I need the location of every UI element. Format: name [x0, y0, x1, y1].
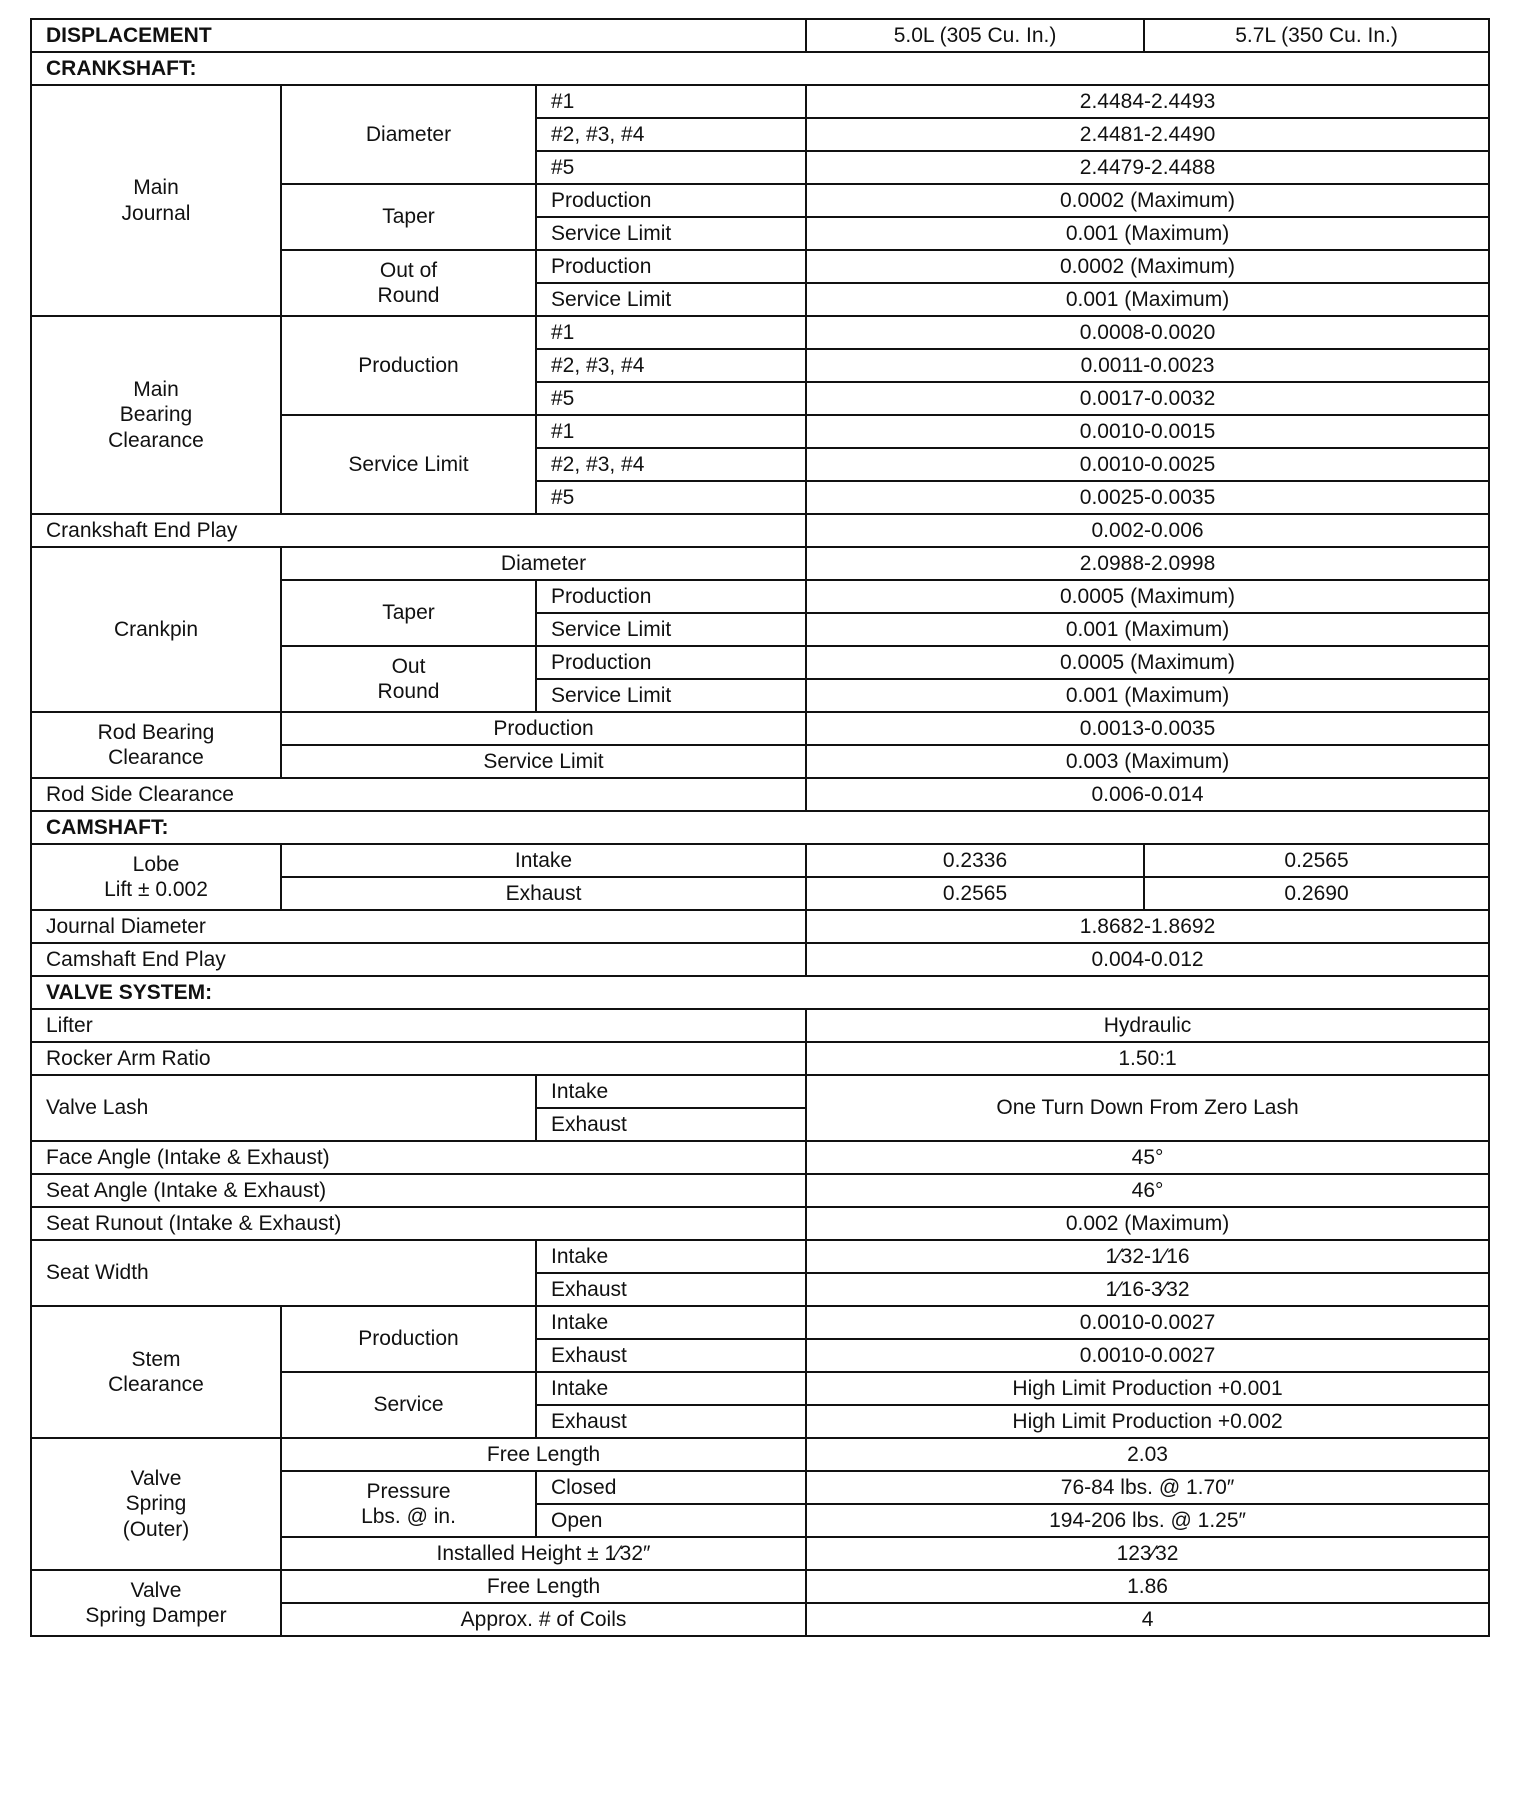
- value-cell: 0.0002 (Maximum): [806, 250, 1489, 283]
- value-cell: 0.001 (Maximum): [806, 679, 1489, 712]
- intake-label: Intake: [536, 1075, 806, 1108]
- exhaust-label: Exhaust: [536, 1339, 806, 1372]
- table-row: [31, 844, 1489, 877]
- main-journal-label: Main Journal: [31, 85, 281, 316]
- production-label: Production: [281, 1306, 536, 1372]
- service-limit-label: Service Limit: [536, 613, 806, 646]
- installed-height-label: Installed Height ± 1⁄32″: [281, 1537, 806, 1570]
- value-cell: 4: [806, 1603, 1489, 1636]
- value-cell: 2.03: [806, 1438, 1489, 1471]
- position-label: #1: [536, 415, 806, 448]
- displacement-header: DISPLACEMENT: [31, 19, 806, 52]
- value-cell: 0.0013-0.0035: [806, 712, 1489, 745]
- value-cell: 1.86: [806, 1570, 1489, 1603]
- value-cell: 0.2336: [806, 844, 1144, 877]
- out-of-round-label: Out of Round: [281, 250, 536, 316]
- production-label: Production: [536, 580, 806, 613]
- value-cell: Hydraulic: [806, 1009, 1489, 1042]
- table-row: [31, 514, 1489, 547]
- value-cell: 0.002-0.006: [806, 514, 1489, 547]
- exhaust-label: Exhaust: [536, 1273, 806, 1306]
- diameter-label: Diameter: [281, 85, 536, 184]
- value-cell: High Limit Production +0.002: [806, 1405, 1489, 1438]
- table-row: [31, 1207, 1489, 1240]
- seat-angle-label: Seat Angle (Intake & Exhaust): [31, 1174, 806, 1207]
- table-row: [31, 1009, 1489, 1042]
- value-cell: 0.0008-0.0020: [806, 316, 1489, 349]
- main-bearing-clearance-label: Main Bearing Clearance: [31, 316, 281, 514]
- position-label: #5: [536, 382, 806, 415]
- value-cell: 0.2565: [1144, 844, 1489, 877]
- table-row: [31, 52, 1489, 85]
- position-label: #2, #3, #4: [536, 349, 806, 382]
- diameter-label: Diameter: [281, 547, 806, 580]
- section-valve-system: VALVE SYSTEM:: [31, 976, 1489, 1009]
- col-5-7l-header: 5.7L (350 Cu. In.): [1144, 19, 1489, 52]
- service-limit-label: Service Limit: [281, 415, 536, 514]
- taper-label: Taper: [281, 580, 536, 646]
- table-row: [31, 976, 1489, 1009]
- table-row: [31, 316, 1489, 349]
- intake-label: Intake: [536, 1306, 806, 1339]
- value-cell: 1.50:1: [806, 1042, 1489, 1075]
- rod-bearing-clearance-label: Rod Bearing Clearance: [31, 712, 281, 778]
- table-row: [31, 19, 1489, 52]
- table-row: [31, 1141, 1489, 1174]
- intake-label: Intake: [281, 844, 806, 877]
- service-limit-label: Service Limit: [536, 679, 806, 712]
- value-cell: 0.0010-0.0025: [806, 448, 1489, 481]
- pressure-label: Pressure Lbs. @ in.: [281, 1471, 536, 1537]
- free-length-label: Free Length: [281, 1438, 806, 1471]
- taper-label: Taper: [281, 184, 536, 250]
- value-cell: 0.0010-0.0027: [806, 1339, 1489, 1372]
- table-row: [31, 1438, 1489, 1471]
- value-cell: 2.0988-2.0998: [806, 547, 1489, 580]
- exhaust-label: Exhaust: [281, 877, 806, 910]
- rocker-arm-ratio-label: Rocker Arm Ratio: [31, 1042, 806, 1075]
- value-cell: 46°: [806, 1174, 1489, 1207]
- approx-coils-label: Approx. # of Coils: [281, 1603, 806, 1636]
- value-cell: 1.8682-1.8692: [806, 910, 1489, 943]
- value-cell: 0.2690: [1144, 877, 1489, 910]
- stem-clearance-label: Stem Clearance: [31, 1306, 281, 1438]
- table-row: [31, 1570, 1489, 1603]
- value-cell: 0.2565: [806, 877, 1144, 910]
- exhaust-label: Exhaust: [536, 1405, 806, 1438]
- production-label: Production: [536, 250, 806, 283]
- value-cell: 123⁄32: [806, 1537, 1489, 1570]
- value-cell: 0.0025-0.0035: [806, 481, 1489, 514]
- value-cell: 2.4479-2.4488: [806, 151, 1489, 184]
- lobe-lift-label: Lobe Lift ± 0.002: [31, 844, 281, 910]
- value-cell: 0.001 (Maximum): [806, 613, 1489, 646]
- value-cell: 2.4481-2.4490: [806, 118, 1489, 151]
- crankshaft-end-play-label: Crankshaft End Play: [31, 514, 806, 547]
- production-label: Production: [281, 712, 806, 745]
- seat-width-label: Seat Width: [31, 1240, 536, 1306]
- spec-table: [30, 18, 1490, 1637]
- service-label: Service: [281, 1372, 536, 1438]
- exhaust-label: Exhaust: [536, 1108, 806, 1141]
- value-cell: High Limit Production +0.001: [806, 1372, 1489, 1405]
- table-row: [31, 712, 1489, 745]
- section-crankshaft: CRANKSHAFT:: [31, 52, 1489, 85]
- crankpin-label: Crankpin: [31, 547, 281, 712]
- table-row: [31, 85, 1489, 118]
- position-label: #2, #3, #4: [536, 448, 806, 481]
- value-cell: 2.4484-2.4493: [806, 85, 1489, 118]
- value-cell: 0.0010-0.0015: [806, 415, 1489, 448]
- table-row: [31, 1306, 1489, 1339]
- open-label: Open: [536, 1504, 806, 1537]
- production-label: Production: [281, 316, 536, 415]
- production-label: Production: [536, 184, 806, 217]
- value-cell: One Turn Down From Zero Lash: [806, 1075, 1489, 1141]
- journal-diameter-label: Journal Diameter: [31, 910, 806, 943]
- col-5-0l-header: 5.0L (305 Cu. In.): [806, 19, 1144, 52]
- value-cell: 1⁄16-3⁄32: [806, 1273, 1489, 1306]
- valve-spring-damper-label: Valve Spring Damper: [31, 1570, 281, 1636]
- intake-label: Intake: [536, 1372, 806, 1405]
- value-cell: 0.002 (Maximum): [806, 1207, 1489, 1240]
- intake-label: Intake: [536, 1240, 806, 1273]
- table-row: [31, 943, 1489, 976]
- camshaft-end-play-label: Camshaft End Play: [31, 943, 806, 976]
- production-label: Production: [536, 646, 806, 679]
- out-round-label: Out Round: [281, 646, 536, 712]
- valve-spring-outer-label: Valve Spring (Outer): [31, 1438, 281, 1570]
- table-row: [31, 547, 1489, 580]
- table-row: [31, 1240, 1489, 1273]
- value-cell: 0.001 (Maximum): [806, 283, 1489, 316]
- value-cell: 0.004-0.012: [806, 943, 1489, 976]
- value-cell: 0.0005 (Maximum): [806, 580, 1489, 613]
- table-row: [31, 1075, 1489, 1108]
- closed-label: Closed: [536, 1471, 806, 1504]
- table-row: [31, 1174, 1489, 1207]
- value-cell: 0.0011-0.0023: [806, 349, 1489, 382]
- seat-runout-label: Seat Runout (Intake & Exhaust): [31, 1207, 806, 1240]
- value-cell: 1⁄32-1⁄16: [806, 1240, 1489, 1273]
- value-cell: 0.0005 (Maximum): [806, 646, 1489, 679]
- service-limit-label: Service Limit: [281, 745, 806, 778]
- rod-side-clearance-label: Rod Side Clearance: [31, 778, 806, 811]
- face-angle-label: Face Angle (Intake & Exhaust): [31, 1141, 806, 1174]
- value-cell: 0.001 (Maximum): [806, 217, 1489, 250]
- value-cell: 76-84 lbs. @ 1.70″: [806, 1471, 1489, 1504]
- table-row: [31, 778, 1489, 811]
- value-cell: 0.003 (Maximum): [806, 745, 1489, 778]
- value-cell: 0.0010-0.0027: [806, 1306, 1489, 1339]
- table-row: [31, 811, 1489, 844]
- value-cell: 0.0017-0.0032: [806, 382, 1489, 415]
- service-limit-label: Service Limit: [536, 217, 806, 250]
- free-length-label: Free Length: [281, 1570, 806, 1603]
- position-label: #5: [536, 151, 806, 184]
- table-row: [31, 910, 1489, 943]
- position-label: #2, #3, #4: [536, 118, 806, 151]
- valve-lash-label: Valve Lash: [31, 1075, 536, 1141]
- value-cell: 194-206 lbs. @ 1.25″: [806, 1504, 1489, 1537]
- value-cell: 0.0002 (Maximum): [806, 184, 1489, 217]
- position-label: #1: [536, 316, 806, 349]
- lifter-label: Lifter: [31, 1009, 806, 1042]
- section-camshaft: CAMSHAFT:: [31, 811, 1489, 844]
- service-limit-label: Service Limit: [536, 283, 806, 316]
- position-label: #1: [536, 85, 806, 118]
- table-row: [31, 1042, 1489, 1075]
- value-cell: 0.006-0.014: [806, 778, 1489, 811]
- position-label: #5: [536, 481, 806, 514]
- value-cell: 45°: [806, 1141, 1489, 1174]
